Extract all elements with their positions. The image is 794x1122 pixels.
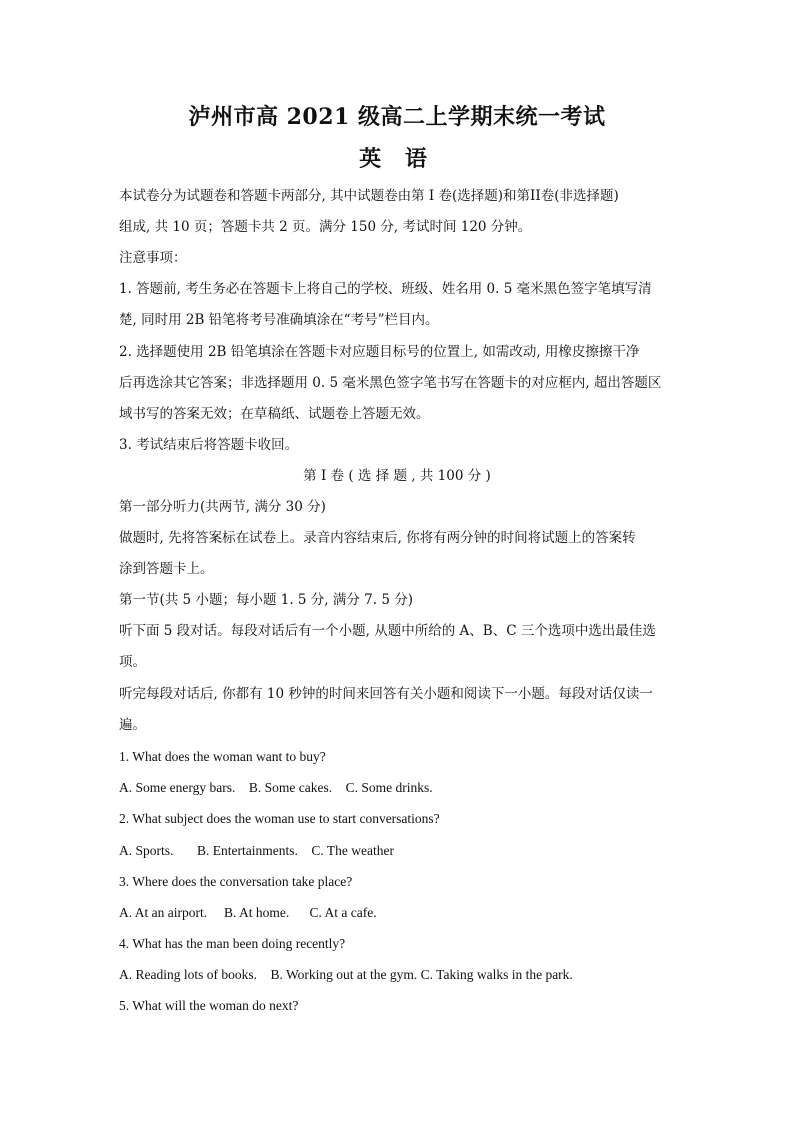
exam-subject: 英 语 (359, 146, 435, 172)
question-text: 3. Where does the conversation take place? (119, 874, 353, 889)
section1-instruction: 遍。 (119, 717, 146, 733)
section1-instruction: 项。 (119, 654, 146, 670)
part1-instruction: 做题时, 先将答案标在试卷上。录音内容结束后, 你将有两分钟的时间将试题上的答案转 (119, 530, 636, 546)
question-text: 1. What does the woman want to buy? (119, 749, 326, 764)
part1-heading: 第一部分听力(共两节, 满分 30 分) (119, 499, 326, 515)
intro-line: 组成, 共 10 页；答题卡共 2 页。满分 150 分, 考试时间 120 分钟。 (119, 219, 532, 235)
notice-line: 1. 答题前, 考生务必在答题卡上将自己的学校、班级、姓名用 0. 5 毫米黑色签字笔填写清 (119, 281, 652, 297)
question-text: 4. What has the man been doing recently? (119, 936, 346, 951)
question-options: A. At an airport. B. At home. C. At a cafe. (119, 905, 377, 920)
section1-heading: 第一节(共 5 小题；每小题 1. 5 分, 满分 7. 5 分) (119, 592, 413, 608)
notice-line: 楚, 同时用 2B 铅笔将考号准确填涂在“考号”栏目内。 (119, 312, 439, 328)
notice-line: 域书写的答案无效；在草稿纸、试题卷上答题无效。 (119, 406, 430, 422)
notice-line: 2. 选择题使用 2B 铅笔填涂在答题卡对应题目标号的位置上, 如需改动, 用橡皮擦擦干净 (119, 344, 640, 360)
question-options: A. Reading lots of books. B. Working out at the gym. C. Taking walks in the park. (119, 967, 573, 982)
question-text: 2. What subject does the woman use to start conversations? (119, 811, 440, 826)
notice-line: 后再选涂其它答案；非选择题用 0. 5 毫米黑色签字笔书写在答题卡的对应框内, 超出答题区 (119, 375, 662, 391)
exam-title: 泸州市高 2021 级高二上学期末统一考试 (188, 104, 606, 130)
part1-instruction: 涂到答题卡上。 (119, 561, 214, 577)
section1-instruction: 听下面 5 段对话。每段对话后有一个小题, 从题中所给的 A、B、C 三个选项中选出最佳选 (119, 623, 656, 639)
notice-heading: 注意事项： (119, 250, 187, 266)
volume-title: 第 I 卷 ( 选 择 题 , 共 100 分 ) (303, 468, 491, 484)
question-options: A. Some energy bars. B. Some cakes. C. Some drinks. (119, 780, 433, 795)
intro-line: 本试卷分为试题卷和答题卡两部分, 其中试题卷由第 I 卷(选择题)和第II卷(非选择题) (119, 188, 619, 204)
question-options: A. Sports. B. Entertainments. C. The weather (119, 843, 394, 858)
section1-instruction: 听完每段对话后, 你都有 10 秒钟的时间来回答有关小题和阅读下一小题。每段对话仅读一 (119, 686, 653, 702)
notice-line: 3. 考试结束后将答题卡收回。 (119, 437, 299, 453)
question-text: 5. What will the woman do next? (119, 998, 299, 1013)
